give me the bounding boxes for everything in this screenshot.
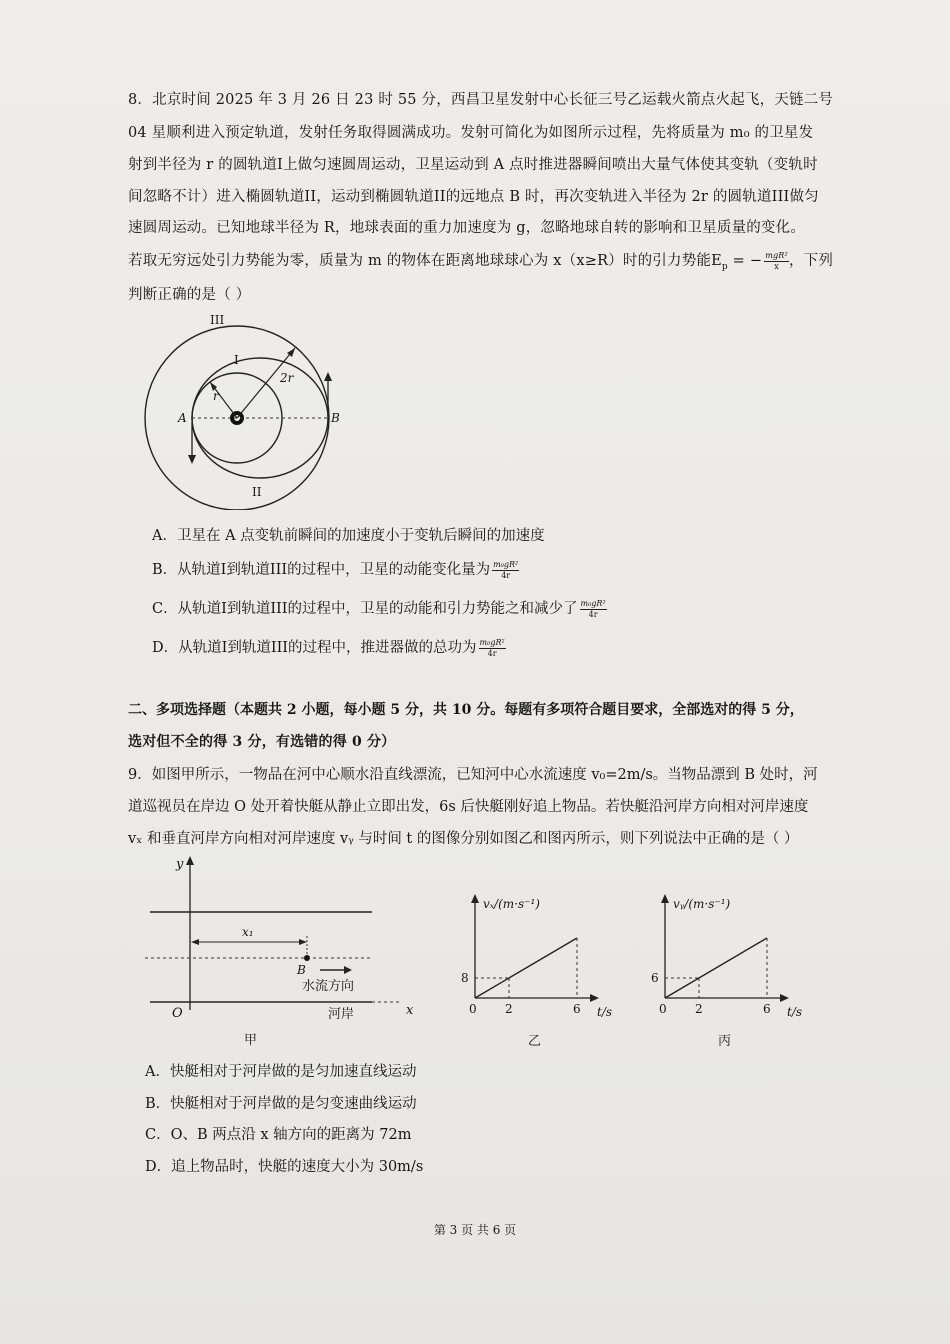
figure-yi — [455, 888, 625, 1053]
yi-tick-x6: 6 — [573, 1002, 581, 1016]
q8-option-d — [152, 636, 506, 659]
q9-line-3: vₓ 和垂直河岸方向相对河岸速度 vᵧ 与时间 t 的图像分别如图乙和图丙所示，则下列说法中正确的是（ ） — [128, 831, 799, 847]
q8-line-2: 04 星顺利进入预定轨道，发射任务取得圆满成功。发射可简化为如图所示过程，先将质量为 m₀ 的卫星发 — [128, 125, 814, 141]
orbit-3-label: III — [210, 313, 225, 327]
q8-option-c-fraction — [580, 599, 607, 620]
q8-line-1: 8．北京时间 2025 年 3 月 26 日 23 时 55 分，西昌卫星发射中心长征三号乙运载火箭点火起飞，天链二号 — [128, 92, 834, 108]
orbit-2-label: II — [252, 485, 262, 499]
bing-caption: 丙 — [718, 1034, 732, 1049]
yi-x-label: t/s — [597, 1005, 613, 1019]
jia-y-arrow — [186, 856, 194, 865]
q8-option-b-denominator: 4r — [501, 570, 511, 580]
yi-line — [475, 938, 577, 998]
jia-x1-label: x₁ — [242, 925, 254, 939]
bing-tick-x2: 2 — [695, 1002, 703, 1016]
q8-line-6-text: 若取无穷远处引力势能为零，质量为 m 的物体在距离地球球心为 x（x≥R）时的引力势能E — [128, 253, 722, 269]
jia-point-b — [304, 955, 310, 961]
yi-x-arrow — [590, 994, 599, 1002]
figure-bing — [645, 888, 815, 1053]
section-2-heading-line-2: 选对但不全的得 3 分，有选错的得 0 分） — [128, 734, 396, 750]
bing-tick-y6: 6 — [651, 971, 659, 985]
point-b-label: B — [331, 411, 340, 425]
velocity-a-arrow — [188, 455, 196, 464]
bing-y-arrow — [661, 894, 669, 903]
q8-line-5: 速圆周运动。已知地球半径为 R，地球表面的重力加速度为 g，忽略地球自转的影响和卫星质量的变化。 — [128, 220, 806, 236]
yi-y-label: vₓ/(m·s⁻¹) — [483, 897, 540, 911]
q8-option-b-fraction — [492, 560, 519, 581]
q8-option-d-numerator: m₀gR² — [479, 637, 505, 647]
jia-flow-label: 水流方向 — [302, 979, 355, 994]
orbit-diagram — [140, 310, 360, 510]
q8-option-c — [152, 597, 607, 620]
q8-option-c-text: C．从轨道I到轨道III的过程中，卫星的动能和引力势能之和减少了 — [152, 601, 578, 617]
jia-flow-arrow-head — [344, 966, 352, 974]
bing-x-arrow — [780, 994, 789, 1002]
q9-option-a: A．快艇相对于河岸做的是匀加速直线运动 — [145, 1064, 417, 1080]
q8-option-c-numerator: m₀gR² — [580, 598, 606, 608]
bing-tick-x6: 6 — [763, 1002, 771, 1016]
figure-jia — [140, 852, 430, 1052]
jia-x1-arrow-left — [191, 939, 199, 945]
q8-line-6 — [128, 249, 833, 272]
yi-caption: 乙 — [528, 1034, 542, 1049]
yi-y-arrow — [471, 894, 479, 903]
q8-option-d-text: D．从轨道I到轨道III的过程中，推进器做的总功为 — [152, 640, 477, 656]
q8-option-d-fraction — [479, 638, 506, 659]
jia-o-label: O — [172, 1006, 183, 1021]
q8-option-a: A．卫星在 A 点变轨前瞬间的加速度小于变轨后瞬间的加速度 — [152, 528, 545, 544]
q8-option-d-denominator: 4r — [487, 648, 497, 658]
bing-y-label: vᵧ/(m·s⁻¹) — [673, 897, 731, 911]
radius-2r-label: 2r — [280, 371, 294, 385]
q8-line-7: 判断正确的是（ ） — [128, 287, 251, 303]
q8-ep-equals: = − — [727, 253, 763, 269]
jia-b-label: B — [297, 963, 306, 977]
orbit-1-label: I — [234, 353, 239, 367]
q8-ep-subscript: p — [721, 261, 728, 272]
page-footer: 第 3 页 共 6 页 — [433, 1223, 517, 1237]
radius-r-label: r — [213, 389, 219, 403]
bing-x-label: t/s — [787, 1005, 803, 1019]
jia-bank-label: 河岸 — [328, 1007, 355, 1022]
q8-line-6-tail: ，下列 — [788, 253, 834, 269]
q9-option-d: D．追上物品时，快艇的速度大小为 30m/s — [145, 1159, 424, 1175]
yi-tick-x0: 0 — [469, 1002, 477, 1016]
jia-x1-arrow-right — [299, 939, 307, 945]
bing-tick-x0: 0 — [659, 1002, 667, 1016]
q8-ep-denominator: x — [774, 261, 779, 271]
yi-tick-y8: 8 — [461, 971, 469, 985]
q8-option-b-numerator: m₀gR² — [493, 559, 519, 569]
jia-y-label: y — [176, 857, 184, 872]
jia-x-label: x — [406, 1003, 414, 1018]
q8-option-b-text: B．从轨道I到轨道III的过程中，卫星的动能变化量为 — [152, 562, 491, 578]
yi-tick-x2: 2 — [505, 1002, 513, 1016]
section-2-heading-line-1: 二、多项选择题（本题共 2 小题，每小题 5 分，共 10 分。每题有多项符合题目要求，全部选对的得 5 分， — [128, 702, 804, 718]
bing-line — [665, 938, 767, 998]
jia-caption: 甲 — [244, 1033, 258, 1048]
q8-line-4: 间忽略不计）进入椭圆轨道II，运动到椭圆轨道II的远地点 B 时，再次变轨进入半径为 2r 的圆轨道III做匀 — [128, 189, 819, 205]
point-a-label: A — [178, 411, 187, 425]
velocity-b-arrow — [324, 372, 332, 381]
q9-line-1: 9．如图甲所示，一物品在河中心顺水沿直线漂流，已知河中心水流速度 v₀=2m/s。当物品漂到 B 处时，河 — [128, 767, 818, 783]
q8-line-3: 射到半径为 r 的圆轨道I上做匀速圆周运动，卫星运动到 A 点时推进器瞬间喷出大量气体使其变轨（变轨时 — [128, 157, 818, 173]
q8-option-c-denominator: 4r — [588, 609, 598, 619]
q8-ep-numerator: mgR² — [765, 250, 788, 260]
q9-option-c: C．O、B 两点沿 x 轴方向的距离为 72m — [145, 1127, 412, 1143]
q9-option-b: B．快艇相对于河岸做的是匀变速曲线运动 — [145, 1096, 417, 1112]
q8-ep-fraction — [764, 251, 789, 272]
q8-option-b — [152, 558, 519, 581]
q9-line-2: 道巡视员在岸边 O 处开着快艇从静止立即出发，6s 后快艇刚好追上物品。若快艇沿河岸方向相对河岸速度 — [128, 799, 809, 815]
